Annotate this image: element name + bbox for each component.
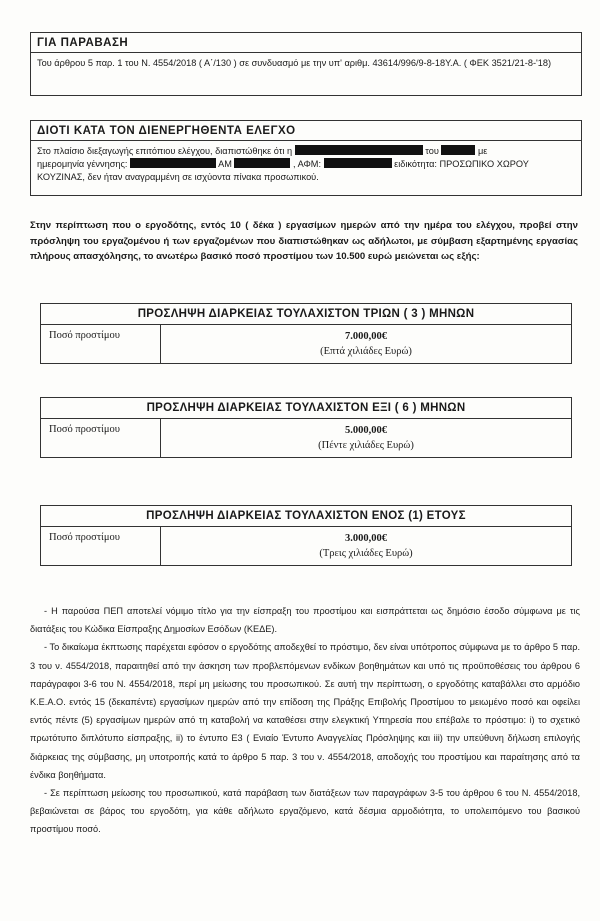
- violation-box: [30, 32, 582, 96]
- fine-amount: 3.000,00€: [345, 533, 387, 544]
- fine-amount: 5.000,00€: [345, 425, 387, 436]
- audit-text: [31, 141, 581, 188]
- audit-line1-mid: του: [425, 146, 439, 156]
- fine-amount-words: (Επτά χιλιάδες Ευρώ): [320, 346, 412, 357]
- fine-amount-words: (Πέντε χιλιάδες Ευρώ): [318, 440, 414, 451]
- audit-line3: ΚΟΥΖΙΝΑΣ, δεν ήταν αναγραμμένη σε ισχύοντα πίνακα προσωπικού.: [37, 172, 319, 182]
- fine-label: Ποσό προστίμου: [41, 325, 161, 363]
- fine-label: Ποσό προστίμου: [41, 527, 161, 565]
- redaction-name: [295, 145, 423, 155]
- redaction-birthdate: [130, 158, 216, 168]
- redaction-am: [234, 158, 290, 168]
- audit-line2-afm: , ΑΦΜ:: [293, 159, 321, 169]
- audit-line2-am: ΑΜ: [218, 159, 232, 169]
- fine-title: ΠΡΟΣΛΗΨΗ ΔΙΑΡΚΕΙΑΣ ΤΟΥΛΑΧΙΣΤΟΝ ΤΡΙΩΝ ( 3 ) ΜΗΝΩΝ: [41, 304, 571, 325]
- fine-title: ΠΡΟΣΛΗΨΗ ΔΙΑΡΚΕΙΑΣ ΤΟΥΛΑΧΙΣΤΟΝ ΕΝΟΣ (1) ΕΤΟΥΣ: [41, 506, 571, 527]
- fine-amount: 7.000,00€: [345, 331, 387, 342]
- fine-box-1-year: [40, 505, 572, 566]
- redaction-afm: [324, 158, 392, 168]
- audit-line2-end: ειδικότητα: ΠΡΟΣΩΠΙΚΟ ΧΩΡΟΥ: [394, 159, 529, 169]
- audit-box: [30, 120, 582, 196]
- fine-title: ΠΡΟΣΛΗΨΗ ΔΙΑΡΚΕΙΑΣ ΤΟΥΛΑΧΙΣΤΟΝ ΕΞΙ ( 6 ) ΜΗΝΩΝ: [41, 398, 571, 419]
- audit-line1-end: με: [478, 146, 488, 156]
- notes-section: [30, 602, 580, 839]
- audit-line1-start: Στο πλαίσιο διεξαγωγής επιτόπιου ελέγχου, διαπιστώθηκε ότι η: [37, 146, 293, 156]
- note-paragraph: - Η παρούσα ΠΕΠ αποτελεί νόμιμο τίτλο για την είσπραξη του προστίμου και εισπράττεται ως δημόσιο έσοδο σύμφωνα με τις διατάξεις του Κώδικα Είσπραξης Δημοσίων Εσόδων (ΚΕΔΕ).: [30, 606, 580, 635]
- fine-amount-words: (Τρεις χιλιάδες Ευρώ): [319, 548, 413, 559]
- violation-title: ΓΙΑ ΠΑΡΑΒΑΣΗ: [31, 33, 581, 53]
- audit-line2-start: ημερομηνία γέννησης:: [37, 159, 128, 169]
- audit-title: ΔΙΟΤΙ ΚΑΤΑ ΤΟΝ ΔΙΕΝΕΡΓΗΘΕΝΤΑ ΕΛΕΓΧΟ: [31, 121, 581, 141]
- note-paragraph: - Το δικαίωμα έκπτωσης παρέχεται εφόσον ο εργοδότης αποδεχθεί το πρόστιμο, δεν είναι υπότροπος σύμφωνα με το άρθρο 5 παρ. 3 του ν. 4554/2018, παραιτηθεί από την άσκηση των προβλεπόμενων ενδίκων βοηθημάτων και υπό τις προϋποθέσεις του άρθρου 6 παράγραφοι 3-6 του Ν. 4554/2018, περί μη μείωσης του προσωπικού. Σε αυτή την περίπτωση, ο εργοδότης καταβάλλει στο αρμόδιο Κ.Ε.Α.Ο. εντός 15 (δεκαπέντε) εργασίμων ημερών από την επίδοση της Πράξης Επιβολής Προστίμου το μειωμένο ποσό και οφείλει εντός πέντε (5) εργασίμων ημερών από τη καταβολή να καταθέσει στην ελεγκτική Υπηρεσία που επέβαλε το πρόστιμο: i) το σχετικό πρωτότυπο διπλότυπο είσπραξης, ii) το έντυπο Ε3 ( Ενιαίο Έντυπο Αναγγελίας Πρόσληψης και iii) την υπεύθυνη δήλωση επιλογής διάρκειας της σύμβασης, μη υποτροπής κατά το άρθρο 5 παρ. 3 του ν. 4554/2018, αποδοχής του προστίμου και παραίτησης από τα ένδικα βοηθήματα.: [30, 642, 580, 780]
- fine-label: Ποσό προστίμου: [41, 419, 161, 457]
- fine-box-6-months: [40, 397, 572, 458]
- violation-text: Του άρθρου 5 παρ. 1 του Ν. 4554/2018 ( Α΄/130 ) σε συνδυασμό με την υπ' αριθμ. 43614/996/9-8-18Υ.Α. ( ΦΕΚ 3521/21-8-'18): [37, 58, 552, 68]
- redaction-father: [441, 145, 475, 155]
- reduction-intro: Στην περίπτωση που ο εργοδότης, εντός 10 ( δέκα ) εργασίμων ημερών από την ημέρα του ελέγχου, προβεί στην πρόσληψη του εργαζομένου ή των εργαζομένων που διαπιστώθηκαν ως αδήλωτοι, με σύμβαση εξαρτημένης εργασίας πλήρους απασχόλησης, το ανωτέρω βασικό ποσό προστίμου των 10.500 ευρώ μειώνεται ως εξής:: [30, 220, 578, 262]
- note-paragraph: - Σε περίπτωση μείωσης του προσωπικού, κατά παράβαση των διατάξεων των παραγράφων 3-5 του άρθρου 6 του Ν. 4554/2018, βεβαιώνεται σε βάρος του εργοδότη, για κάθε αδήλωτο εργαζόμενο, κατά δέσμια αρμοδιότητα, το υπολειπόμενο του βασικού προστίμου ποσό.: [30, 788, 580, 835]
- fine-box-3-months: [40, 303, 572, 364]
